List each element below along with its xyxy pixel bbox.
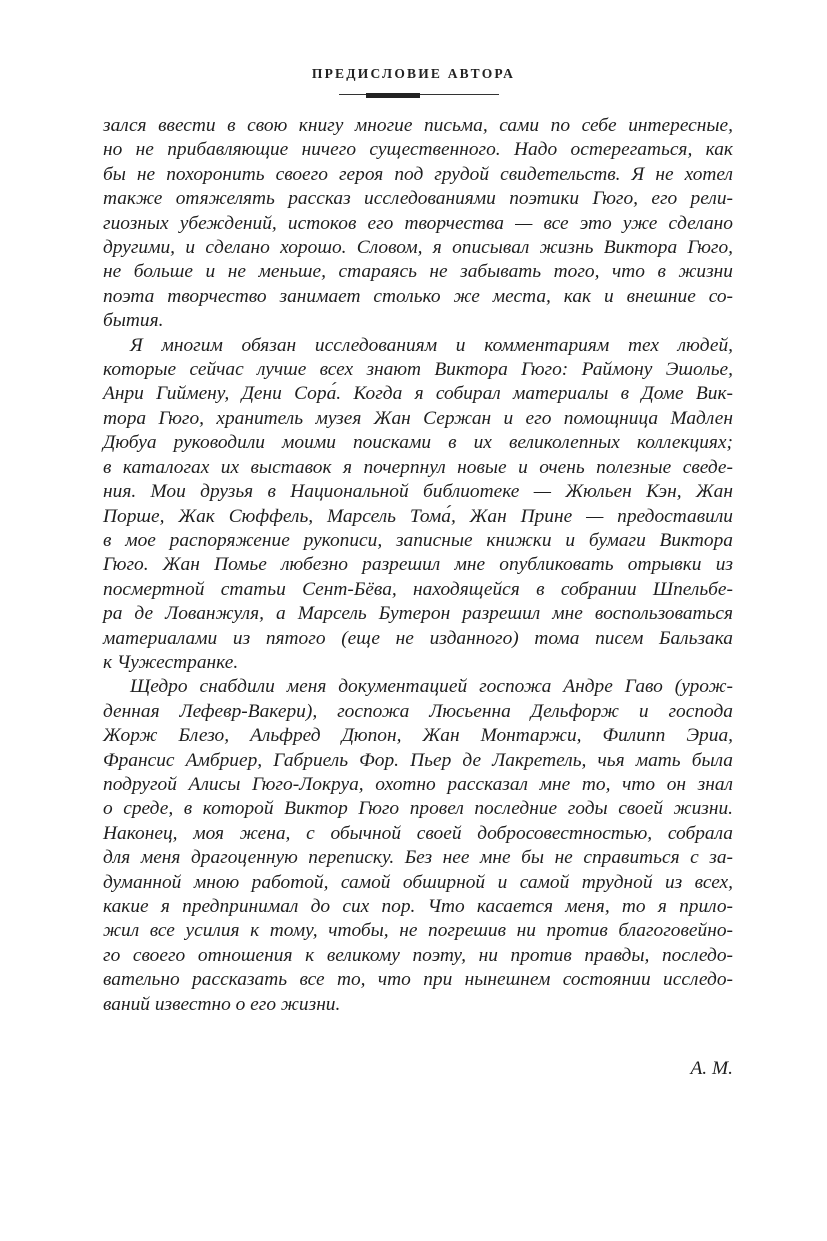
paragraph — [103, 334, 733, 676]
paragraph — [103, 675, 733, 1017]
text-line: для меня драгоценную переписку. Без нее мне бы не справиться с за- — [103, 847, 733, 869]
text-line: бытия. — [103, 310, 164, 332]
text-line: которые сейчас лучше всех знают Виктора Гюго: Раймону Эшолье, — [103, 359, 733, 381]
text-line: к Чужестранке. — [103, 651, 239, 673]
text-line: ра де Лованжуля, а Марсель Бутерон разрешил мне воспользоваться — [103, 603, 733, 625]
text-line: Гюго. Жан Помье любезно разрешил мне опубликовать отрывки из — [103, 554, 733, 576]
paragraph — [103, 114, 733, 334]
text-line: в мое распоряжение рукописи, записные книжки и бумаги Виктора — [103, 529, 733, 551]
text-line: о среде, в которой Виктор Гюго провел последние годы своей жизни. — [103, 798, 733, 820]
text-line: бы не похоронить своего героя под грудой свидетельств. Я не хотел — [103, 163, 733, 185]
text-line: материалами из пятого (еще не изданного) тома писем Бальзака — [103, 627, 733, 649]
text-line: но не прибавляющие ничего существенного. Надо остерегаться, как — [103, 139, 733, 161]
text-line: Я многим обязан исследованиям и комментариям тех людей, — [130, 334, 733, 356]
text-line: тора Гюго, хранитель музея Жан Сержан и его помощница Мадлен — [103, 407, 733, 429]
text-line: го своего отношения к великому поэту, ни против правды, последо- — [103, 944, 733, 966]
text-line: посмертной статьи Сент-Бёва, находящейся в собрании Шпельбе- — [103, 578, 733, 600]
text-line: думанной мною работой, самой обширной и самой трудной из всех, — [103, 871, 733, 893]
text-line: Жорж Блезо, Альфред Дюпон, Жан Монтаржи, Филипп Эриа, — [103, 725, 733, 747]
text-line: Дюбуа руководили моими поисками в их великолепных коллекциях; — [103, 432, 733, 454]
text-line: ваний известно о его жизни. — [103, 993, 341, 1015]
body-text — [103, 114, 733, 1017]
text-line: в каталогах их выставок я почерпнул новые и очень полезные сведе- — [103, 456, 733, 478]
text-line: также отяжелять рассказ исследованиями поэтики Гюго, его рели- — [103, 188, 733, 210]
text-line: какие я предпринимал до сих пор. Что касается меня, то я прило- — [103, 896, 733, 917]
text-line: подругой Алисы Гюго-Локруа, охотно рассказал мне то, что он знал — [103, 773, 733, 795]
running-head: ПРЕДИСЛОВИЕ АВТОРА — [311, 66, 516, 81]
text-line: другими, и сделано хорошо. Словом, я описывал жизнь Виктора Гюго, — [103, 237, 733, 259]
text-line: зался ввести в свою книгу многие письма, сами по себе интересные, — [103, 115, 733, 136]
text-line: жил все усилия к тому, чтобы, не погрешив ни против благоговейно- — [103, 920, 733, 942]
text-line: не больше и не меньше, стараясь не забывать того, что в жизни — [103, 261, 733, 283]
text-line: Анри Гиймену, Дени Сора́. Когда я собирал материалы в Доме Вик- — [103, 383, 733, 405]
text-line: Наконец, моя жена, с обычной своей добросовестностью, собрала — [103, 822, 733, 844]
text-line: гиозных убеждений, истоков его творчества — все это уже сделано — [103, 212, 733, 234]
header-rule-accent — [366, 93, 420, 98]
text-line: ния. Мои друзья в Национальной библиотеке — Жюльен Кэн, Жан — [103, 481, 733, 503]
text-line: Порше, Жак Сюффель, Марсель Тома́, Жан Прине — предоставили — [103, 505, 733, 527]
text-line: вательно рассказать все то, что при нынешнем состоянии исследо- — [103, 969, 733, 991]
text-line: денная Лефевр-Вакери), госпожа Люсьенна Дельфорж и господа — [103, 700, 733, 722]
author-signature: А. М. — [690, 1058, 733, 1079]
text-line: поэта творчество занимает столько же места, как и внешние со- — [103, 285, 733, 307]
text-line: Франсис Амбриер, Габриель Фор. Пьер де Лакретель, чья мать была — [103, 749, 733, 771]
text-line: Щедро снабдили меня документацией госпожа Андре Гаво (урож- — [130, 676, 733, 698]
